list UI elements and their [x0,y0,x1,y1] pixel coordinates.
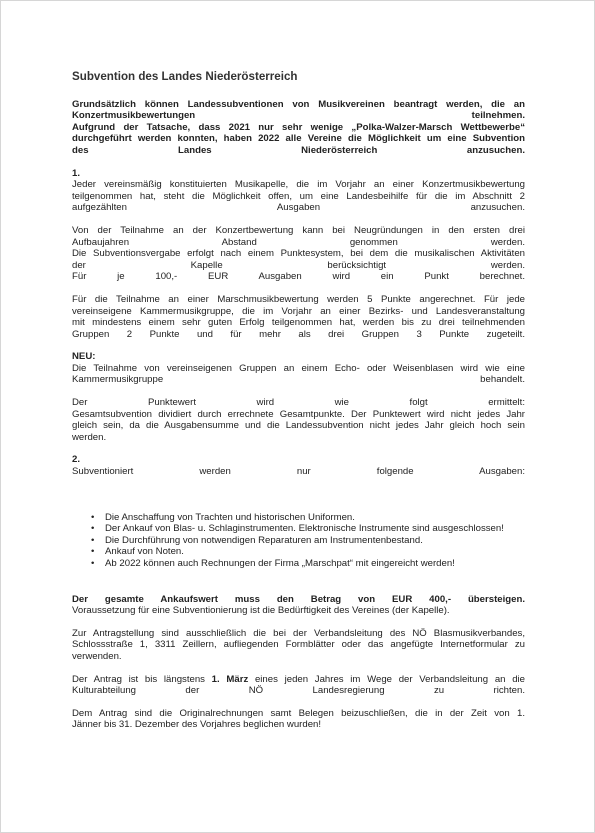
section-1-number: 1. [72,167,81,179]
closing-line: Dem Antrag sind die Originalrechnungen samt Belegen beizuschließen, die in der Zeit von 1. [72,707,525,719]
list-item: • Ankauf von Noten. [105,546,525,558]
closing-line: verwenden. [72,650,122,662]
body-line: Jeder vereinsmäßig konstituierten Musikapelle, die im Vorjahr an einer Konzertmusikbewertung [72,179,525,191]
expense-list [72,512,525,570]
list-item: • Die Anschaffung von Trachten und historischen Uniformen. [105,512,525,524]
deadline-line [72,674,525,686]
intro-line: des Landes Niederösterreich anzusuchen. [72,144,525,156]
closing-line: Der gesamte Ankaufswert muss den Betrag von EUR 400,- übersteigen. [72,593,525,605]
body-line: Kammermusikgruppe behandelt. [72,374,525,386]
closing-line: Voraussetzung für eine Subventionierung ist die Bedürftigkeit des Vereines (der Kapelle). [72,605,450,617]
body-line: vereinseigene Kammermusikgruppe, die im Vorjahr an einer Bezirks- und Landesveranstaltung [72,305,525,317]
body-line: der Kapelle berücksichtigt werden. [72,259,525,271]
list-item: • Ab 2022 können auch Rechnungen der Firma „Marschpat“ mit eingereicht werden! [105,558,525,570]
list-item: • Die Durchführung von notwendigen Reparaturen am Instrumentenbestand. [105,535,525,547]
closing-line: Jänner bis 31. Dezember des Vorjahres beglichen wurden! [72,719,322,731]
body-line: Für je 100,- EUR Ausgaben wird ein Punkt berechnet. [72,271,525,283]
body-line: Die Subventionsvergabe erfolgt nach einem Punktesystem, bei dem die musikalischen Aktivitäten [72,248,525,260]
body-line: Der Punktewert wird wie folgt ermittelt: [72,397,525,409]
closing-line: Schlossstraße 1, 3311 Zeillern, aufliegenden Formblätter oder das angefügte Internetformular zu [72,639,525,651]
body-line: Gruppen 2 Punkte und für mehr als drei Gruppen 3 Punkte zugeteilt. [72,328,525,340]
section-2-number: 2. [72,454,81,466]
body-line: Von der Teilnahme an der Konzertbewertung kann bei Neugründungen in den ersten drei [72,224,525,236]
body-line: teilgenommen hat, steht die Möglichkeit offen, um eine Landesbeihilfe für die im Abschnitt 2 [72,190,525,202]
intro-line: durchgeführt werden konnten, haben 2022 alle Vereine die Möglichkeit um eine Subvention [72,133,525,145]
body-line: werden. [72,431,107,443]
closing-line: Zur Antragstellung sind ausschließlich die bei der Verbandsleitung des NÖ Blasmusikverbandes, [72,627,525,639]
page-title: Subvention des Landes Niederösterreich [72,70,298,83]
deadline-text-pre: Der Antrag ist bis längstens [72,673,212,685]
list-item: • Der Ankauf von Blas- u. Schlaginstrumenten. Elektronische Instrumente sind ausgeschlossen! [105,523,525,535]
body-line: Für die Teilnahme an einer Marschmusikbewertung werden 5 Punkte angerechnet. Für jede [72,293,525,305]
body-line: Aufbaujahren Abstand genommen werden. [72,236,525,248]
deadline-text-post: eines jeden Jahres im Wege der Verbandsleitung an die [248,673,525,685]
neu-label: NEU: [72,351,96,363]
deadline-date: 1. März [211,673,249,685]
body-line: aufgezählten Ausgaben anzusuchen. [72,202,525,214]
body-line: Die Teilnahme von vereinseigenen Gruppen an einem Echo- oder Weisenblasen wird wie eine [72,362,525,374]
intro-line: Aufgrund der Tatsache, dass 2021 nur sehr wenige „Polka-Walzer-Marsch Wettbewerbe“ [72,121,525,133]
section-2-intro: Subventioniert werden nur folgende Ausgaben: [72,466,525,478]
intro-line: Konzertmusikbewertungen teilnehmen. [72,110,525,122]
body-line: gleich sein, da die Ausgabensumme und die Landessubvention nicht jedes Jahr gleich hoch sein [72,420,525,432]
closing-line: Kulturabteilung der NÖ Landesregierung zu richten. [72,685,525,697]
body-line: Gesamtsubvention dividiert durch errechnete Gesamtpunkte. Der Punktewert wird nicht jedes Jahr [72,408,525,420]
body-line: mit mindestens einem sehr guten Erfolg teilgenommen hat, werden bis zu drei teilnehmenden [72,317,525,329]
intro-line: Grundsätzlich können Landessubventionen von Musikvereinen beantragt werden, die an [72,98,525,110]
document-content [72,71,525,731]
